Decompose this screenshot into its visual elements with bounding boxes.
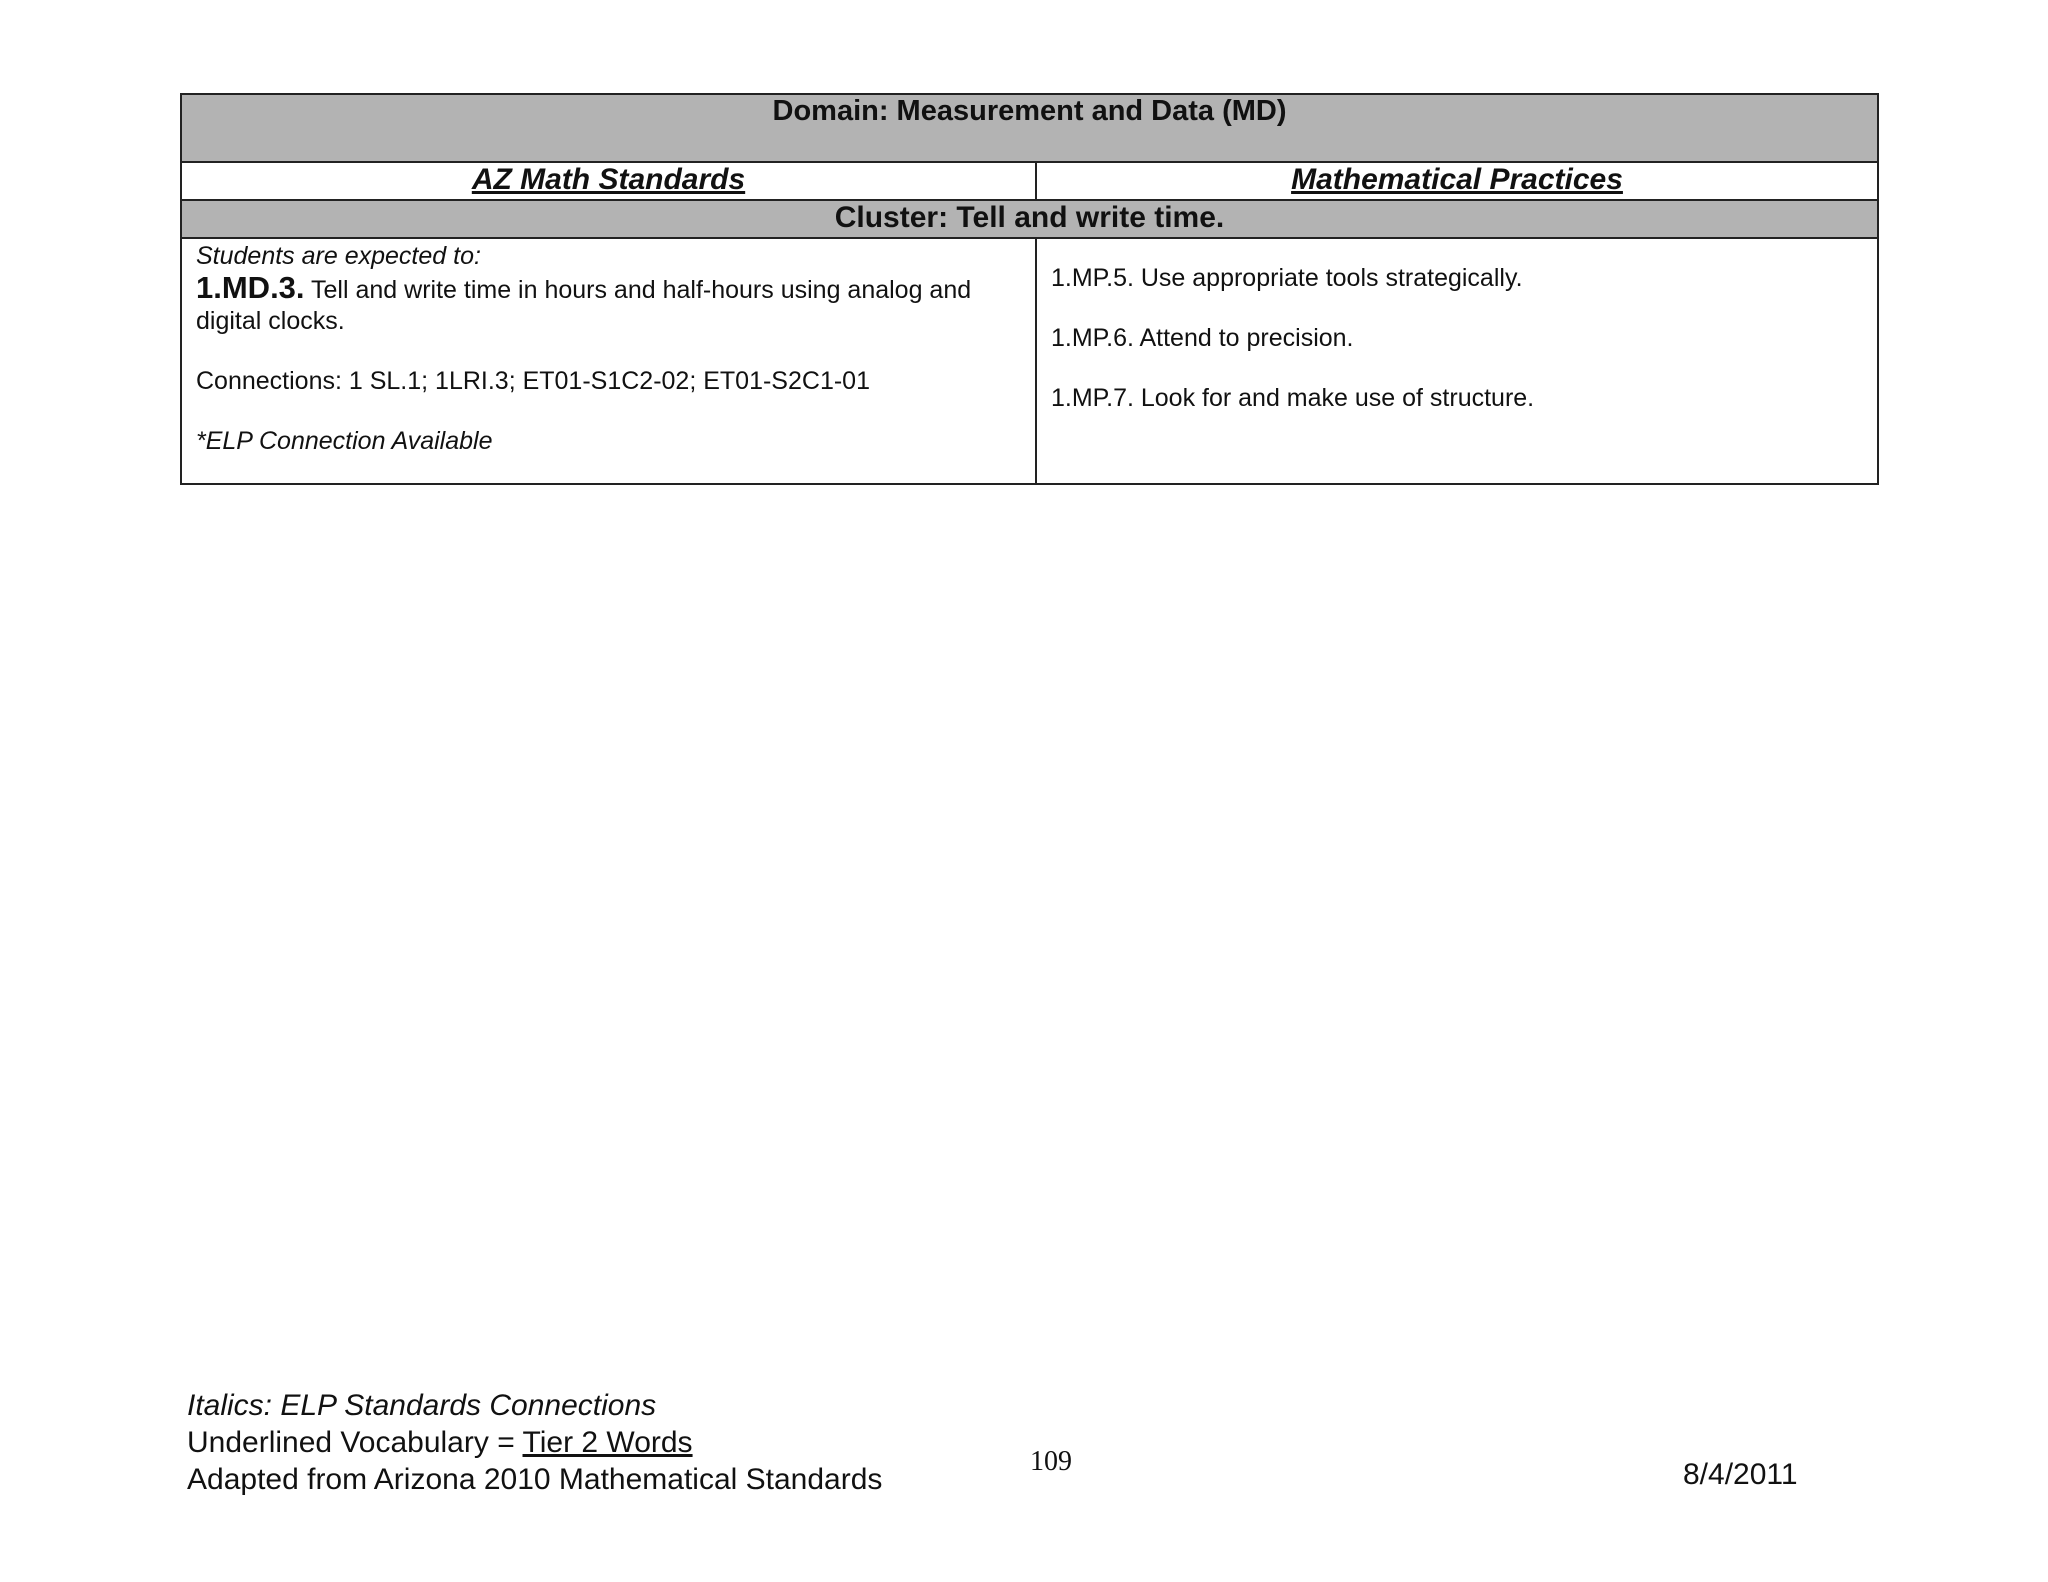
standard-text: Tell and write time in hours and half-hours using analog and digital clocks. (196, 276, 972, 335)
footer-underline-prefix: Underlined Vocabulary = (187, 1426, 523, 1459)
footer-legend (187, 1387, 882, 1498)
footer-date: 8/4/2011 (1683, 1458, 1798, 1491)
standard-statement (196, 272, 1021, 337)
domain-title: Domain: Measurement and Data (MD) (181, 94, 1878, 162)
page-number: 109 (1030, 1446, 1072, 1477)
footer-source: Adapted from Arizona 2010 Mathematical Standards (187, 1463, 883, 1496)
mathematical-practices-header: Mathematical Practices (1036, 162, 1878, 200)
standard-lead: Students are expected to: (196, 242, 481, 270)
practice-item: 1.MP.6. Attend to precision. (1051, 324, 1354, 352)
elp-connection-note: *ELP Connection Available (196, 427, 493, 455)
cluster-row (181, 200, 1878, 238)
footer-underline-legend (187, 1424, 882, 1461)
footer-italics-legend: Italics: ELP Standards Connections (187, 1389, 657, 1422)
standard-code: 1.MD.3. (196, 270, 305, 305)
practice-item: 1.MP.7. Look for and make use of structure. (1051, 384, 1535, 412)
domain-row (181, 94, 1878, 162)
footer-tier2-words: Tier 2 Words (522, 1426, 693, 1459)
practices-cell (1036, 238, 1878, 484)
standard-connections: Connections: 1 SL.1; 1LRI.3; ET01-S1C2-02; ET01-S2C1-01 (196, 367, 870, 395)
standard-cell (181, 238, 1036, 484)
column-header-row (181, 162, 1878, 200)
standards-table (180, 93, 1879, 485)
cluster-title: Cluster: Tell and write time. (181, 200, 1878, 238)
az-math-standards-header: AZ Math Standards (181, 162, 1036, 200)
standard-row (181, 238, 1878, 484)
practice-item: 1.MP.5. Use appropriate tools strategically. (1051, 264, 1523, 292)
